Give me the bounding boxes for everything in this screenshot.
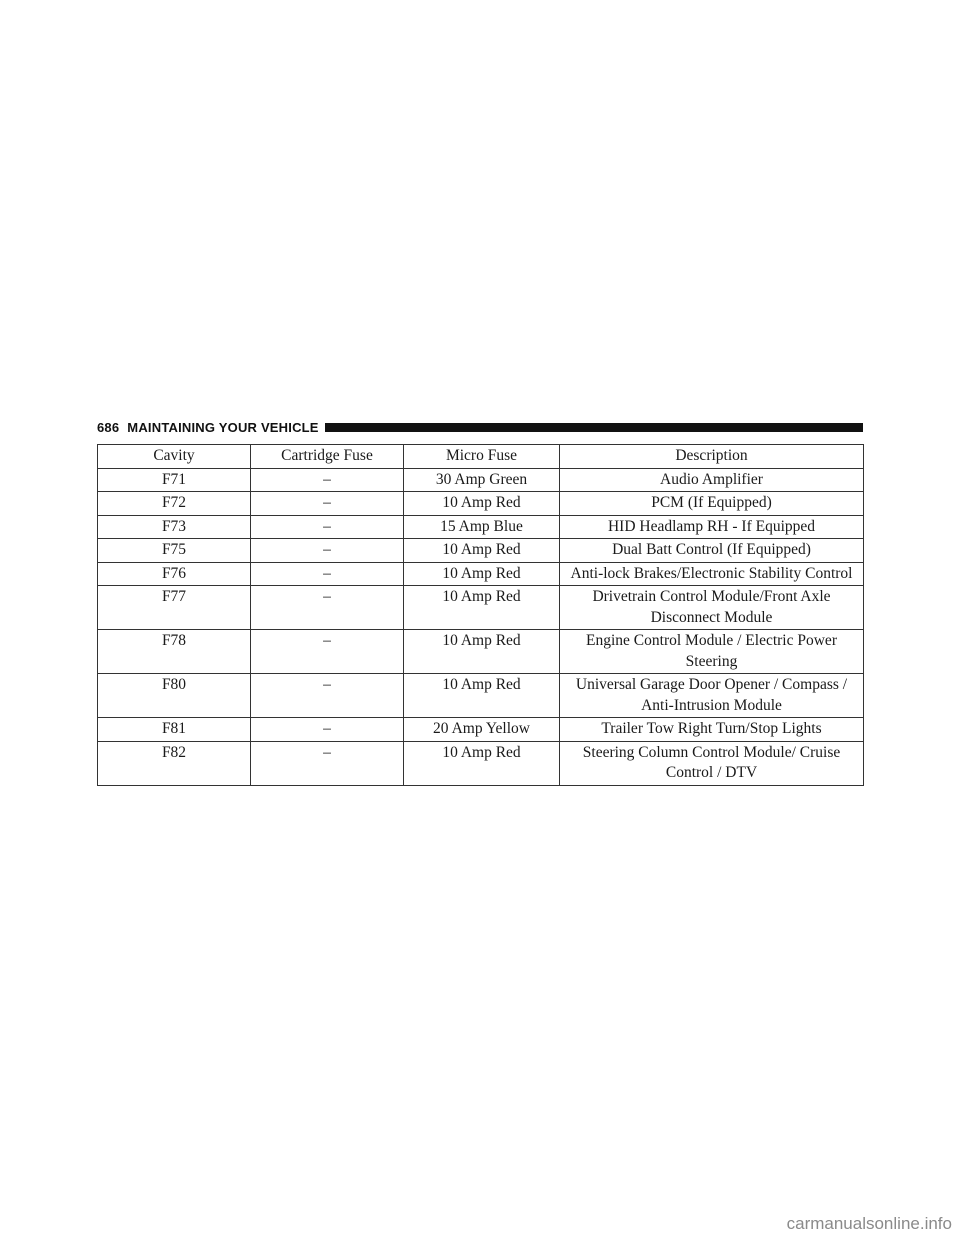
- cartridge-fuse-cell: –: [251, 492, 404, 516]
- table-row: [98, 674, 864, 718]
- cartridge-fuse-cell: –: [251, 539, 404, 563]
- table-row: [98, 468, 864, 492]
- page-number: 686: [97, 419, 120, 435]
- micro-fuse-cell: 30 Amp Green: [404, 468, 560, 492]
- cartridge-fuse-cell: –: [251, 674, 404, 718]
- description-cell: Audio Amplifier: [560, 468, 864, 492]
- description-cell: Trailer Tow Right Turn/Stop Lights: [560, 718, 864, 742]
- description-cell: Steering Column Control Module/ Cruise Control / DTV: [560, 741, 864, 785]
- table-row: [98, 562, 864, 586]
- table-row: [98, 586, 864, 630]
- cartridge-fuse-cell: –: [251, 515, 404, 539]
- column-header-cavity: Cavity: [98, 445, 251, 469]
- description-cell: HID Headlamp RH - If Equipped: [560, 515, 864, 539]
- header-rule: [325, 423, 863, 432]
- description-cell: Dual Batt Control (If Equipped): [560, 539, 864, 563]
- cartridge-fuse-cell: –: [251, 630, 404, 674]
- cavity-cell: F80: [98, 674, 251, 718]
- micro-fuse-cell: 10 Amp Red: [404, 539, 560, 563]
- watermark: carmanualsonline.info: [786, 1214, 952, 1233]
- micro-fuse-cell: 15 Amp Blue: [404, 515, 560, 539]
- micro-fuse-cell: 20 Amp Yellow: [404, 718, 560, 742]
- cavity-cell: F73: [98, 515, 251, 539]
- column-header-cartridge-fuse: Cartridge Fuse: [251, 445, 404, 469]
- description-cell: Anti-lock Brakes/Electronic Stability Control: [560, 562, 864, 586]
- cartridge-fuse-cell: –: [251, 586, 404, 630]
- cavity-cell: F77: [98, 586, 251, 630]
- column-header-description: Description: [560, 445, 864, 469]
- cavity-cell: F81: [98, 718, 251, 742]
- cavity-cell: F71: [98, 468, 251, 492]
- table-row: [98, 630, 864, 674]
- table-row: [98, 515, 864, 539]
- description-cell: Engine Control Module / Electric Power Steering: [560, 630, 864, 674]
- description-cell: Universal Garage Door Opener / Compass / Anti-Intrusion Module: [560, 674, 864, 718]
- cavity-cell: F82: [98, 741, 251, 785]
- table-header-row: [98, 445, 864, 469]
- cavity-cell: F72: [98, 492, 251, 516]
- column-header-micro-fuse: Micro Fuse: [404, 445, 560, 469]
- cavity-cell: F78: [98, 630, 251, 674]
- description-cell: Drivetrain Control Module/Front Axle Disconnect Module: [560, 586, 864, 630]
- fuse-table: [97, 444, 864, 786]
- table-row: [98, 492, 864, 516]
- micro-fuse-cell: 10 Amp Red: [404, 492, 560, 516]
- micro-fuse-cell: 10 Amp Red: [404, 674, 560, 718]
- cartridge-fuse-cell: –: [251, 562, 404, 586]
- section-title: MAINTAINING YOUR VEHICLE: [127, 419, 319, 435]
- table-row: [98, 718, 864, 742]
- cartridge-fuse-cell: –: [251, 468, 404, 492]
- micro-fuse-cell: 10 Amp Red: [404, 562, 560, 586]
- micro-fuse-cell: 10 Amp Red: [404, 586, 560, 630]
- table-row: [98, 741, 864, 785]
- page-header: [97, 418, 863, 436]
- cavity-cell: F75: [98, 539, 251, 563]
- micro-fuse-cell: 10 Amp Red: [404, 741, 560, 785]
- cartridge-fuse-cell: –: [251, 718, 404, 742]
- micro-fuse-cell: 10 Amp Red: [404, 630, 560, 674]
- table-row: [98, 539, 864, 563]
- cavity-cell: F76: [98, 562, 251, 586]
- cartridge-fuse-cell: –: [251, 741, 404, 785]
- description-cell: PCM (If Equipped): [560, 492, 864, 516]
